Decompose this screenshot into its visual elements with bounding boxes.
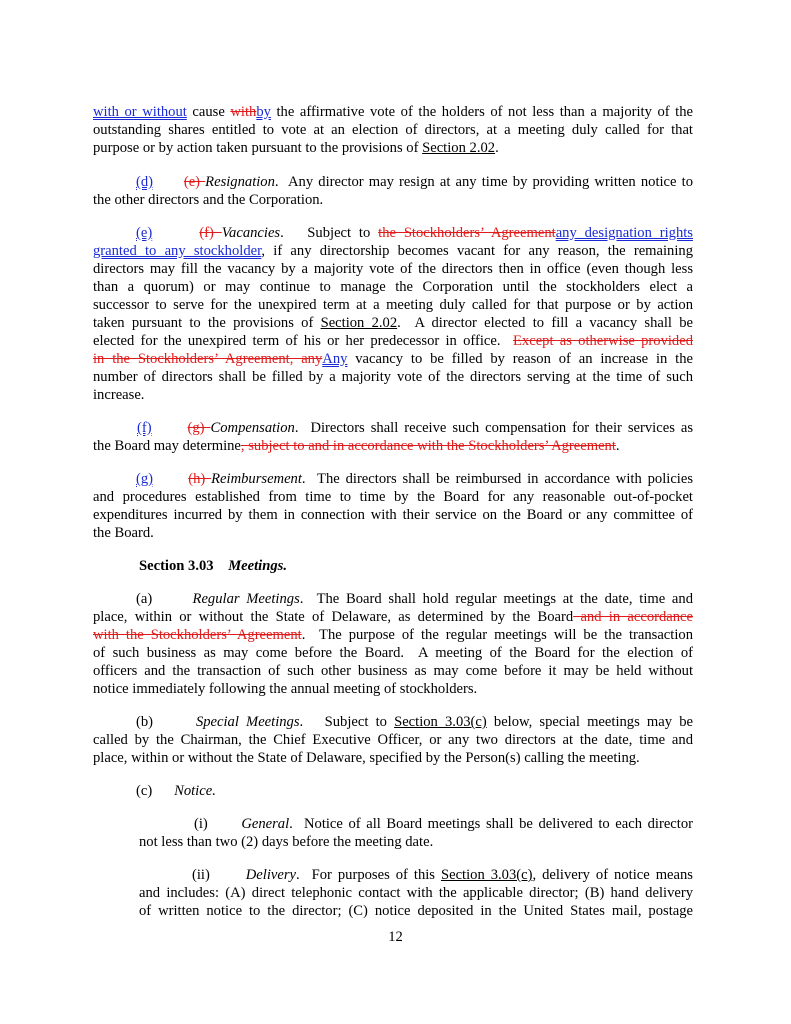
text-run: the affirmative vote of the holders of not less than a majority of the <box>270 104 693 120</box>
text-run: . Notice of all Board meetings shall be delivered to each director <box>289 816 693 832</box>
deleted-text: Except as otherwise provided <box>513 333 694 349</box>
text-line <box>136 591 693 609</box>
text-line <box>93 315 693 333</box>
deleted-text: (g) <box>187 420 211 436</box>
text-run: (i) <box>194 816 242 832</box>
text-run <box>153 174 184 190</box>
text-line <box>93 243 693 261</box>
text-run: (c) <box>136 783 175 799</box>
text-line <box>93 732 693 750</box>
text-run: increase. <box>93 387 145 403</box>
text-run <box>153 471 188 487</box>
deleted-text: (e) <box>183 174 206 190</box>
text-line <box>139 885 693 903</box>
text-run: not less than two (2) days before the meeting date. <box>139 834 434 850</box>
text-run: Resignation <box>205 174 275 190</box>
text-line <box>93 750 693 768</box>
text-run: of written notice to the director; (C) notice deposited in the United States mail, postage <box>139 903 693 919</box>
text-run: officers and the transaction of such other business as may come before it may be held without <box>93 663 693 679</box>
text-line <box>93 663 693 681</box>
text-run: . The Board shall hold regular meetings at the date, time and <box>299 591 693 607</box>
text-run: cause <box>186 104 231 120</box>
text-run: Compensation <box>210 420 295 436</box>
text-run: below, special meetings may be <box>486 714 693 730</box>
deleted-text: in the Stockholders’ Agreement, any <box>93 351 323 367</box>
text-run: (b) <box>136 714 196 730</box>
text-run: place, within or without the State of Delaware, specified by the Person(s) calling the meeting. <box>93 750 640 766</box>
text-run: Section 2.02 <box>320 315 398 331</box>
text-run: . <box>495 140 499 156</box>
text-run: Regular Meetings <box>192 591 300 607</box>
text-line <box>93 297 693 315</box>
text-line <box>93 438 693 456</box>
text-line <box>93 387 693 405</box>
text-run: . Subject to <box>299 714 395 730</box>
text-run <box>214 558 229 574</box>
page-number: 12 <box>388 929 403 945</box>
text-run <box>152 225 199 241</box>
text-line <box>93 279 693 297</box>
text-run: the other directors and the Corporation. <box>93 192 324 208</box>
text-line <box>194 816 693 834</box>
text-run: notice immediately following the annual meeting of stockholders. <box>93 681 478 697</box>
text-run: . The purpose of the regular meetings will be the transaction <box>301 627 693 643</box>
text-run: (a) <box>136 591 193 607</box>
text-line <box>136 783 693 801</box>
inserted-text: Any <box>322 351 348 367</box>
text-run: . For purposes of this <box>296 867 441 883</box>
text-run: called by the Chairman, the Chief Executive Officer, or any two directors at the date, time and <box>93 732 693 748</box>
text-run: Vacancies <box>221 225 281 241</box>
deleted-text: and in accordance <box>573 609 693 625</box>
text-line <box>136 225 693 243</box>
text-line <box>139 834 693 852</box>
text-run: (ii) <box>192 867 246 883</box>
text-run: , delivery of notice means <box>532 867 693 883</box>
text-run: . Directors shall receive such compensation for their services as <box>294 420 694 436</box>
text-line <box>93 645 693 663</box>
text-run: and procedures established from time to time by the Board for any reasonable out-of-pocket <box>93 489 693 505</box>
text-line <box>136 471 693 489</box>
text-run: the Board may determine <box>93 438 241 454</box>
text-run: expenditures incurred by them in connection with their service on the Board or any committee of <box>93 507 693 523</box>
text-line <box>93 489 693 507</box>
text-run: purpose or by action taken pursuant to the provisions of <box>93 140 423 156</box>
text-line <box>139 558 693 576</box>
text-line <box>136 714 693 732</box>
text-line <box>93 351 693 369</box>
text-run: Meetings. <box>228 558 287 574</box>
inserted-text: (e) <box>136 225 153 241</box>
deleted-text: , subject to and in accordance with the Stockholders’ Agreement <box>240 438 616 454</box>
text-run: place, within or without the State of Delaware, as determined by the Board <box>93 609 574 625</box>
text-run: taken pursuant to the provisions of <box>93 315 321 331</box>
text-run: vacancy to be filled by reason of an increase in the <box>347 351 694 367</box>
text-run: Section 3.03(c) <box>394 714 487 730</box>
text-run: Section 3.03 <box>139 558 214 574</box>
text-run: . Any director may resign at any time by providing written notice to <box>274 174 693 190</box>
text-run: outstanding shares entitled to vote at an election of directors, at a meeting duly called for that <box>93 122 693 138</box>
text-run: than a quorum) or may continue to manage the Corporation until the stockholders elect a <box>93 279 693 295</box>
text-run: Section 2.02 <box>422 140 496 156</box>
text-run <box>152 420 188 436</box>
text-run: Notice. <box>174 783 216 799</box>
text-line <box>93 140 693 158</box>
text-run: number of directors shall be filled by a majority vote of the directors serving at the time of such <box>93 369 693 385</box>
text-line <box>93 261 693 279</box>
text-run: elected for the unexpired term of his or her predecessor in office. <box>93 333 513 349</box>
text-line <box>93 507 693 525</box>
text-run: the Board. <box>93 525 154 541</box>
inserted-text: granted to any stockholder <box>93 243 262 259</box>
inserted-text: with or without <box>93 104 187 120</box>
text-line <box>192 867 693 885</box>
text-line <box>93 104 693 122</box>
deleted-text: with the Stockholders’ Agreement <box>93 627 302 643</box>
text-line <box>93 369 693 387</box>
text-run: General <box>241 816 290 832</box>
text-line <box>137 420 693 438</box>
text-line <box>93 525 693 543</box>
text-run: and includes: (A) direct telephonic contact with the applicable director; (B) hand delivery <box>139 885 693 901</box>
text-run: Section 3.03(c) <box>440 867 533 883</box>
text-run: Reimbursement <box>211 471 302 487</box>
inserted-text: by <box>256 104 271 120</box>
inserted-text: (d) <box>136 174 154 190</box>
text-run: . A director elected to fill a vacancy shall be <box>397 315 694 331</box>
text-run: , if any directorship becomes vacant for any reason, the remaining <box>261 243 693 259</box>
text-line <box>139 903 693 921</box>
text-run: directors may fill the vacancy by a majority vote of the directors then in office (even though less <box>93 261 693 277</box>
text-line <box>93 627 693 645</box>
text-run: of such business as may come before the Board. A meeting of the Board for the election of <box>93 645 693 661</box>
text-line <box>93 122 693 140</box>
text-line <box>93 609 693 627</box>
inserted-text: (g) <box>136 471 154 487</box>
inserted-text: (f) <box>137 420 152 436</box>
text-run: . <box>615 438 620 454</box>
text-line <box>93 681 693 699</box>
text-run: successor to serve for the unexpired term at a meeting duly called for that purpose or by action <box>93 297 693 313</box>
text-run: Special Meetings <box>195 714 300 730</box>
deleted-text: (h) <box>188 471 212 487</box>
text-run: Delivery <box>245 867 296 883</box>
deleted-text: the Stockholders’ Agreement <box>378 225 556 241</box>
text-line <box>93 192 693 210</box>
deleted-text: (f) <box>199 225 222 241</box>
text-line <box>136 174 693 192</box>
text-run: . Subject to <box>280 225 379 241</box>
deleted-text: with <box>230 104 257 120</box>
inserted-text: any designation rights <box>555 225 693 241</box>
text-run: . The directors shall be reimbursed in accordance with policies <box>301 471 694 487</box>
text-line <box>93 333 693 351</box>
